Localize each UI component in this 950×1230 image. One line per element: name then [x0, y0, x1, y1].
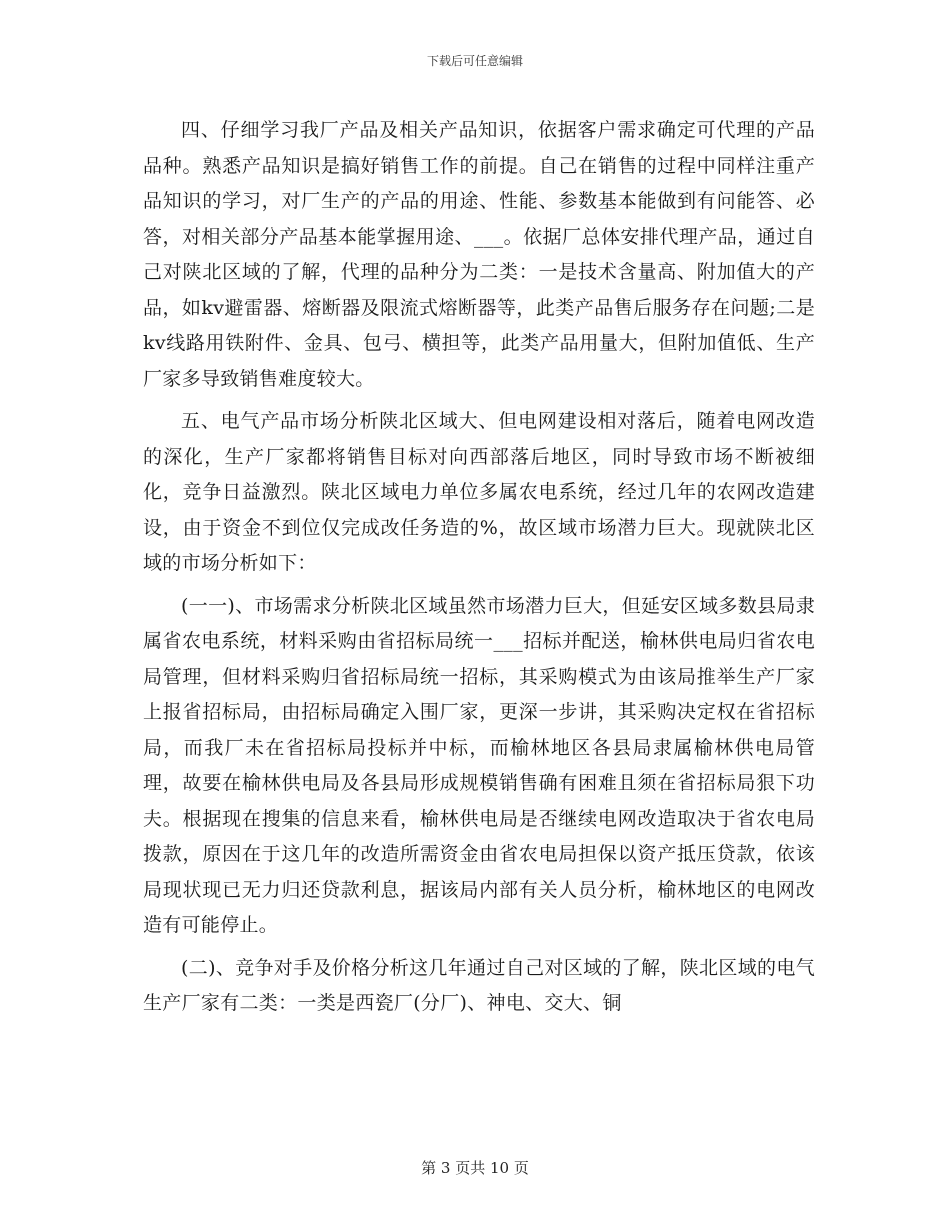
document-body [143, 113, 815, 1029]
paragraph-section-four: 四、仔细学习我厂产品及相关产品知识，依据客户需求确定可代理的产品品种。熟悉产品知识是搞好销售工作的前提。自己在销售的过程中同样注重产品知识的学习，对厂生产的产品的用途、性能、参数基本能做到有问能答、必答，对相关部分产品基本能掌握用途、___。依据厂总体安排代理产品，通过自己对陕北区域的了解，代理的品种分为二类：一是技术含量高、附加值大的产品，如kv避雷器、熔断器及限流式熔断器等，此类产品售后服务存在问题;二是kv线路用铁附件、金具、包弓、横担等，此类产品用量大，但附加值低、生产厂家多导致销售难度较大。 [143, 119, 815, 390]
page-header: 下载后可任意编辑 [426, 54, 523, 68]
page-number-footer: 第 3 页共 10 页 [421, 1159, 529, 1177]
paragraph-competitor-price: (二)、竞争对手及价格分析这几年通过自己对区域的了解，陕北区域的电气生产厂家有二类：一类是西瓷厂(分厂)、神电、交大、铜 [143, 956, 815, 1014]
paragraph-section-five: 五、电气产品市场分析陕北区域大、但电网建设相对落后，随着电网改造的深化，生产厂家都将销售目标对向西部落后地区，同时导致市场不断被细化，竞争日益激烈。陕北区域电力单位多属农电系统，经过几年的农网改造建设，由于资金不到位仅完成改任务造的%，故区域市场潜力巨大。现就陕北区域的市场分析如下： [143, 410, 815, 574]
paragraph-market-demand: (一一)、市场需求分析陕北区域虽然市场潜力巨大，但延安区域多数县局隶属省农电系统，材料采购由省招标局统一___招标并配送，榆林供电局归省农电局管理，但材料采购归省招标局统一招标，其采购模式为由该局推举生产厂家上报省招标局，由招标局确定入围厂家，更深一步讲，其采购决定权在省招标局，而我厂未在省招标局投标并中标，而榆林地区各县局隶属榆林供电局管理，故要在榆林供电局及各县局形成规模销售确有困难且须在省招标局狠下功夫。根据现在搜集的信息来看，榆林供电局是否继续电网改造取决于省农电局拨款，原因在于这几年的改造所需资金由省农电局担保以资产抵压贷款，依该局现状现已无力归还贷款利息，据该局内部有关人员分析，榆林地区的电网改造有可能停止。 [143, 594, 815, 936]
